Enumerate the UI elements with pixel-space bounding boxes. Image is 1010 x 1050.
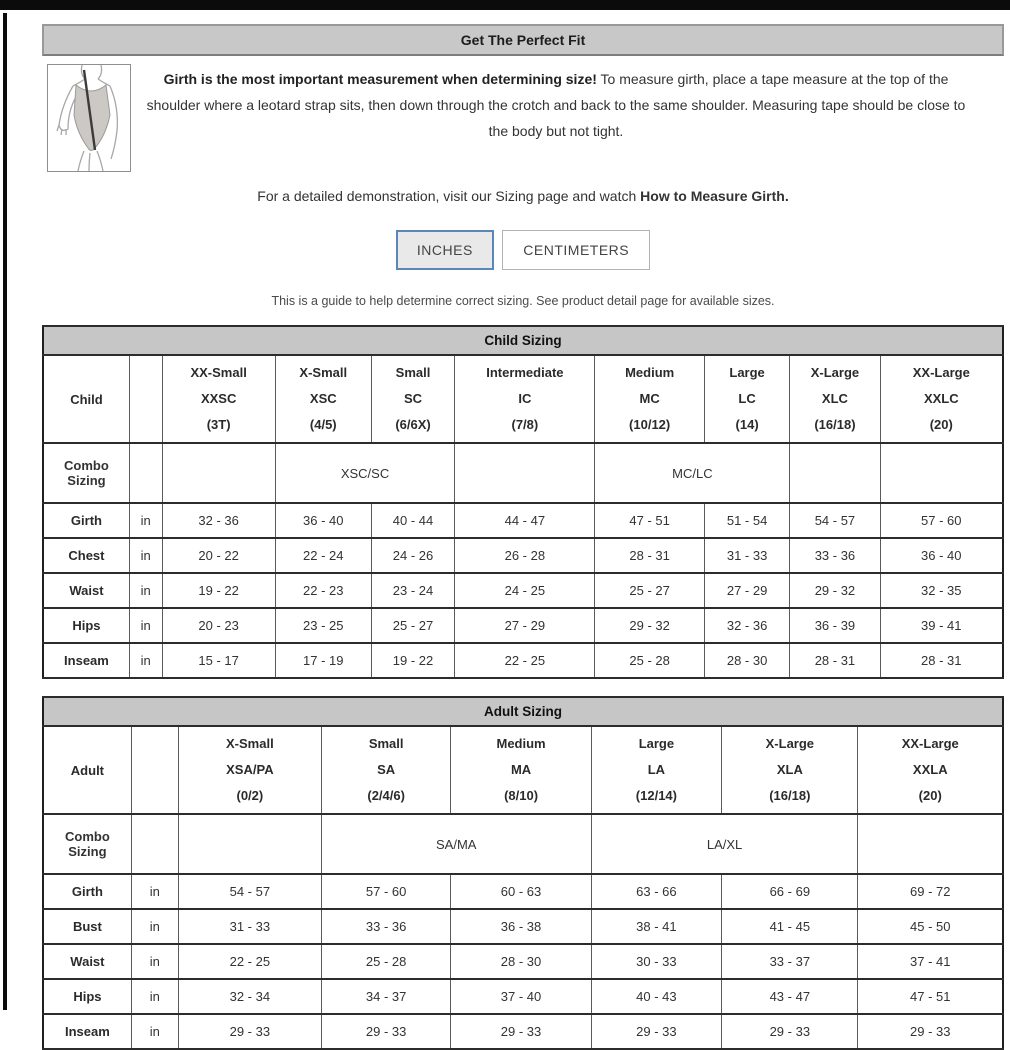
size-chart-page [42, 24, 1004, 1050]
centimeters-button[interactable]: CENTIMETERS [502, 230, 650, 270]
size-range-cell: 29 - 32 [595, 608, 704, 643]
size-range-cell: 57 - 60 [321, 874, 451, 909]
size-range-cell: 29 - 33 [722, 1014, 858, 1049]
size-range-cell: 47 - 51 [595, 503, 704, 538]
size-range-cell: 20 - 23 [162, 608, 275, 643]
combo-sizing-label: Combo Sizing [43, 814, 131, 874]
adult-sizing-section [42, 696, 1004, 1050]
demo-note-text: For a detailed demonstration, visit our Sizing page and watch [257, 188, 641, 204]
size-range-cell: 29 - 32 [790, 573, 880, 608]
combo-sizing-cell [178, 814, 321, 874]
size-range-cell: 54 - 57 [178, 874, 321, 909]
demo-note-bold: How to Measure Girth. [640, 188, 789, 204]
size-range-cell: 23 - 25 [275, 608, 371, 643]
combo-sizing-cell [162, 443, 275, 503]
intro-section [42, 64, 1004, 172]
girth-instructions-rest: To measure girth, place a tape measure at the top of the shoulder where a leotard strap sits, then down through the crotch and back to the same shoulder. Measuring tape should be close to the body but not tight. [146, 71, 966, 139]
size-range-cell: 25 - 27 [371, 608, 455, 643]
size-range-cell: 36 - 38 [451, 909, 591, 944]
measure-row-label: Hips [43, 979, 131, 1014]
combo-sizing-cell: MC/LC [595, 443, 790, 503]
size-range-cell: 29 - 33 [321, 1014, 451, 1049]
size-range-cell: 17 - 19 [275, 643, 371, 678]
size-range-cell: 30 - 33 [591, 944, 722, 979]
size-column-header: Medium MC (10/12) [595, 355, 704, 443]
size-range-cell: 31 - 33 [704, 538, 789, 573]
unit-header-cell [129, 355, 162, 443]
size-range-cell: 29 - 33 [858, 1014, 1003, 1049]
size-range-cell: 28 - 31 [880, 643, 1003, 678]
combo-sizing-cell [880, 443, 1003, 503]
unit-cell: in [131, 874, 178, 909]
size-range-cell: 22 - 25 [455, 643, 595, 678]
size-range-cell: 37 - 40 [451, 979, 591, 1014]
measure-row-label: Girth [43, 503, 129, 538]
size-range-cell: 19 - 22 [371, 643, 455, 678]
measure-row-label: Bust [43, 909, 131, 944]
size-range-cell: 26 - 28 [455, 538, 595, 573]
measure-row-label: Inseam [43, 1014, 131, 1049]
size-range-cell: 29 - 33 [178, 1014, 321, 1049]
combo-sizing-cell [455, 443, 595, 503]
measure-row-label: Waist [43, 944, 131, 979]
inches-button[interactable]: INCHES [396, 230, 494, 270]
size-range-cell: 31 - 33 [178, 909, 321, 944]
leotard-girth-image [47, 64, 131, 172]
size-range-cell: 29 - 33 [591, 1014, 722, 1049]
unit-toggle [42, 230, 1004, 270]
size-range-cell: 33 - 36 [790, 538, 880, 573]
child-sizing-row-label: Child [43, 355, 129, 443]
child-sizing-section [42, 325, 1004, 679]
adult-sizing-table [42, 696, 1004, 1050]
size-range-cell: 36 - 39 [790, 608, 880, 643]
measure-row-label: Inseam [43, 643, 129, 678]
size-range-cell: 33 - 36 [321, 909, 451, 944]
top-border-bar [0, 0, 1010, 10]
size-range-cell: 32 - 36 [704, 608, 789, 643]
unit-cell: in [131, 944, 178, 979]
size-range-cell: 27 - 29 [455, 608, 595, 643]
child-sizing-table [42, 325, 1004, 679]
measure-row-label: Hips [43, 608, 129, 643]
size-column-header: Small SA (2/4/6) [321, 726, 451, 814]
size-range-cell: 28 - 30 [451, 944, 591, 979]
size-column-header: X-Small XSA/PA (0/2) [178, 726, 321, 814]
size-range-cell: 32 - 35 [880, 573, 1003, 608]
size-range-cell: 57 - 60 [880, 503, 1003, 538]
unit-cell: in [129, 643, 162, 678]
combo-unit-cell [131, 814, 178, 874]
unit-cell: in [129, 608, 162, 643]
size-range-cell: 40 - 43 [591, 979, 722, 1014]
size-range-cell: 47 - 51 [858, 979, 1003, 1014]
size-range-cell: 69 - 72 [858, 874, 1003, 909]
size-range-cell: 25 - 27 [595, 573, 704, 608]
size-column-header: Medium MA (8/10) [451, 726, 591, 814]
unit-header-cell [131, 726, 178, 814]
combo-sizing-cell: LA/XL [591, 814, 858, 874]
unit-cell: in [129, 538, 162, 573]
size-range-cell: 28 - 31 [790, 643, 880, 678]
combo-unit-cell [129, 443, 162, 503]
size-column-header: Large LA (12/14) [591, 726, 722, 814]
size-range-cell: 51 - 54 [704, 503, 789, 538]
girth-instructions [141, 66, 971, 144]
size-range-cell: 29 - 33 [451, 1014, 591, 1049]
size-range-cell: 44 - 47 [455, 503, 595, 538]
size-column-header: X-Large XLC (16/18) [790, 355, 880, 443]
size-range-cell: 37 - 41 [858, 944, 1003, 979]
size-range-cell: 41 - 45 [722, 909, 858, 944]
girth-instructions-bold: Girth is the most important measurement when determining size! [163, 71, 597, 87]
size-range-cell: 19 - 22 [162, 573, 275, 608]
size-range-cell: 25 - 28 [321, 944, 451, 979]
size-range-cell: 36 - 40 [275, 503, 371, 538]
size-range-cell: 24 - 25 [455, 573, 595, 608]
size-range-cell: 15 - 17 [162, 643, 275, 678]
unit-cell: in [129, 573, 162, 608]
measure-row-label: Girth [43, 874, 131, 909]
size-column-header: Small SC (6/6X) [371, 355, 455, 443]
unit-cell: in [131, 909, 178, 944]
unit-cell: in [131, 979, 178, 1014]
size-range-cell: 22 - 25 [178, 944, 321, 979]
size-range-cell: 54 - 57 [790, 503, 880, 538]
size-range-cell: 45 - 50 [858, 909, 1003, 944]
size-range-cell: 24 - 26 [371, 538, 455, 573]
size-range-cell: 39 - 41 [880, 608, 1003, 643]
size-range-cell: 20 - 22 [162, 538, 275, 573]
adult-sizing-caption: Adult Sizing [43, 697, 1003, 726]
size-range-cell: 36 - 40 [880, 538, 1003, 573]
size-range-cell: 40 - 44 [371, 503, 455, 538]
size-range-cell: 66 - 69 [722, 874, 858, 909]
size-range-cell: 34 - 37 [321, 979, 451, 1014]
sizing-guide-note: This is a guide to help determine correct sizing. See product detail page for available sizes. [271, 294, 775, 308]
child-sizing-caption: Child Sizing [43, 326, 1003, 355]
size-range-cell: 28 - 30 [704, 643, 789, 678]
size-range-cell: 63 - 66 [591, 874, 722, 909]
page-title: Get The Perfect Fit [42, 24, 1004, 56]
size-range-cell: 32 - 36 [162, 503, 275, 538]
size-range-cell: 32 - 34 [178, 979, 321, 1014]
size-column-header: Large LC (14) [704, 355, 789, 443]
size-range-cell: 27 - 29 [704, 573, 789, 608]
size-column-header: X-Small XSC (4/5) [275, 355, 371, 443]
size-range-cell: 28 - 31 [595, 538, 704, 573]
combo-sizing-cell: SA/MA [321, 814, 591, 874]
left-border-line [3, 13, 7, 1010]
size-column-header: XX-Small XXSC (3T) [162, 355, 275, 443]
size-column-header: Intermediate IC (7/8) [455, 355, 595, 443]
size-column-header: XX-Large XXLC (20) [880, 355, 1003, 443]
unit-cell: in [131, 1014, 178, 1049]
combo-sizing-cell [858, 814, 1003, 874]
size-range-cell: 23 - 24 [371, 573, 455, 608]
size-column-header: XX-Large XXLA (20) [858, 726, 1003, 814]
size-column-header: X-Large XLA (16/18) [722, 726, 858, 814]
size-range-cell: 43 - 47 [722, 979, 858, 1014]
combo-sizing-label: Combo Sizing [43, 443, 129, 503]
size-range-cell: 22 - 23 [275, 573, 371, 608]
unit-cell: in [129, 503, 162, 538]
demo-note [42, 188, 1004, 204]
adult-sizing-row-label: Adult [43, 726, 131, 814]
size-range-cell: 33 - 37 [722, 944, 858, 979]
size-range-cell: 60 - 63 [451, 874, 591, 909]
size-range-cell: 38 - 41 [591, 909, 722, 944]
size-range-cell: 22 - 24 [275, 538, 371, 573]
size-range-cell: 25 - 28 [595, 643, 704, 678]
measure-row-label: Chest [43, 538, 129, 573]
combo-sizing-cell: XSC/SC [275, 443, 455, 503]
measure-row-label: Waist [43, 573, 129, 608]
combo-sizing-cell [790, 443, 880, 503]
